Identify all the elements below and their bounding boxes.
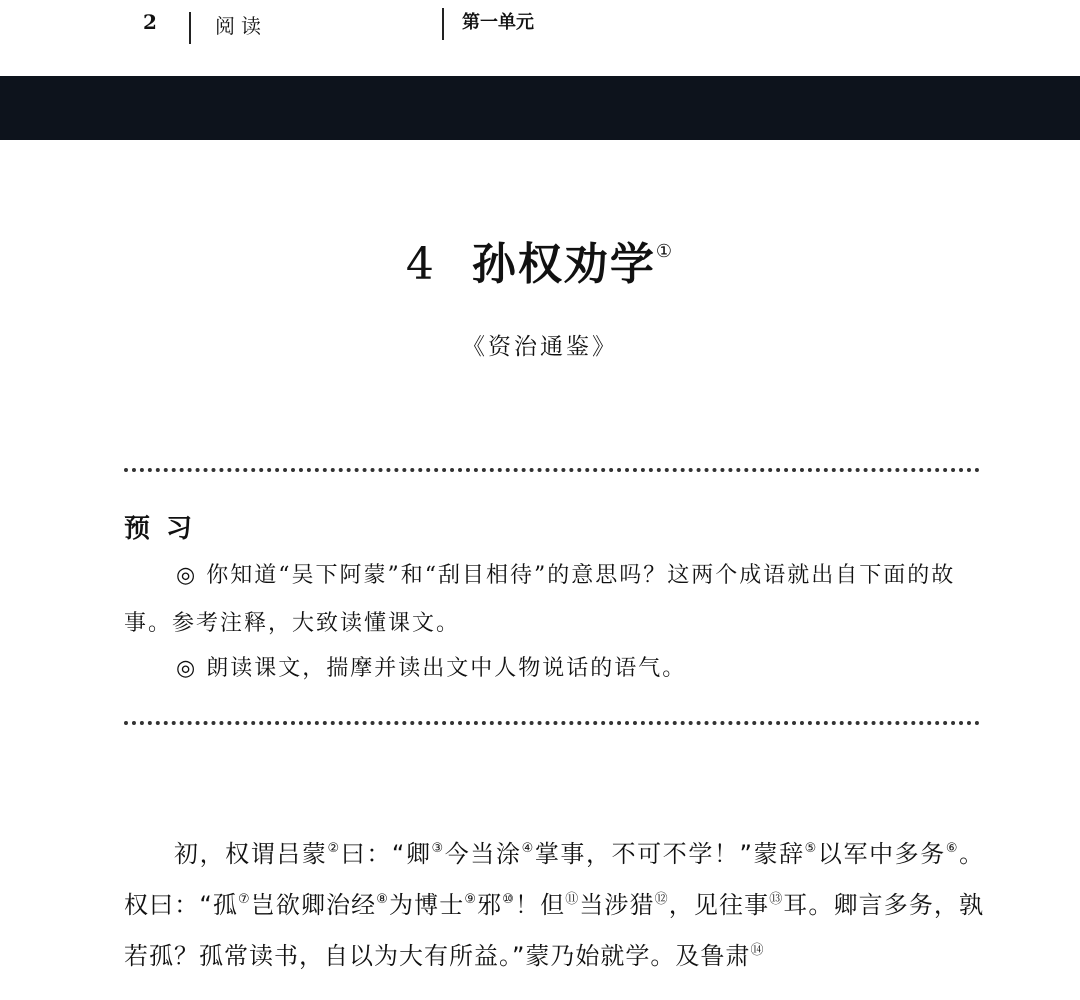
text-segment: 掌事，不可不学！”蒙辞 bbox=[534, 840, 805, 868]
preview-item bbox=[124, 645, 980, 693]
text-segment: 以军中多务 bbox=[817, 840, 946, 868]
text-segment: ，见往事 bbox=[668, 891, 770, 919]
footnote-mark: ⑪ bbox=[565, 892, 580, 907]
page-number: 2 bbox=[143, 10, 157, 34]
dotted-divider bbox=[124, 721, 980, 725]
text-segment: 岂欲卿治经 bbox=[250, 891, 377, 919]
dotted-divider bbox=[124, 468, 980, 472]
footnote-mark: ③ bbox=[431, 841, 445, 856]
text-segment: 曰：“卿 bbox=[340, 840, 432, 868]
footnote-mark: ② bbox=[327, 841, 341, 856]
title-footnote-mark: ① bbox=[655, 241, 675, 262]
lesson-body-text bbox=[124, 826, 984, 979]
bullet-icon: ◎ bbox=[176, 656, 198, 681]
section-name: 阅读 bbox=[215, 14, 267, 38]
text-segment: 。权曰：“孤 bbox=[124, 840, 985, 919]
footnote-mark: ⑬ bbox=[769, 892, 784, 907]
lesson-title bbox=[0, 228, 1080, 292]
preview-item-text: 你知道“吴下阿蒙”和“刮目相待”的意思吗？这两个成语就出自下面的故事。参考注释，大致读懂课文。 bbox=[124, 563, 956, 636]
footnote-mark: ⑧ bbox=[376, 892, 390, 907]
bullet-icon: ◎ bbox=[176, 563, 198, 588]
header-divider bbox=[442, 8, 444, 40]
header-divider bbox=[189, 12, 191, 44]
footnote-mark: ⑫ bbox=[654, 892, 669, 907]
lesson-source: 《资治通鉴》 bbox=[462, 334, 618, 360]
text-segment: 初，权谓吕蒙 bbox=[174, 840, 328, 868]
page-header bbox=[0, 0, 1080, 76]
footnote-mark: ⑭ bbox=[750, 943, 765, 958]
unit-name: 第一单元 bbox=[462, 12, 534, 33]
header-band bbox=[0, 76, 1080, 140]
footnote-mark: ⑤ bbox=[804, 841, 818, 856]
text-segment: ！但 bbox=[515, 891, 566, 919]
text-segment: 耳。卿言多务，孰若孤？孤常读书，自以为大有所益。”蒙乃始就学。及鲁肃 bbox=[124, 891, 985, 970]
text-segment: 今当涂 bbox=[444, 840, 522, 868]
preview-heading: 预习 bbox=[124, 514, 209, 544]
preview-item bbox=[124, 552, 980, 648]
footnote-mark: ⑨ bbox=[464, 892, 478, 907]
lesson-number: 4 bbox=[405, 239, 436, 290]
lesson-title-text: 孙权劝学 bbox=[471, 239, 656, 290]
footnote-mark: ⑦ bbox=[237, 892, 251, 907]
footnote-mark: ④ bbox=[521, 841, 535, 856]
footnote-mark: ⑥ bbox=[945, 841, 960, 856]
footnote-mark: ⑩ bbox=[502, 892, 515, 907]
text-segment: 邪 bbox=[477, 891, 503, 919]
text-segment: 当涉猎 bbox=[579, 891, 655, 919]
text-segment: 为博士 bbox=[389, 891, 465, 919]
preview-item-text: 朗读课文，揣摩并读出文中人物说话的语气。 bbox=[206, 656, 687, 681]
